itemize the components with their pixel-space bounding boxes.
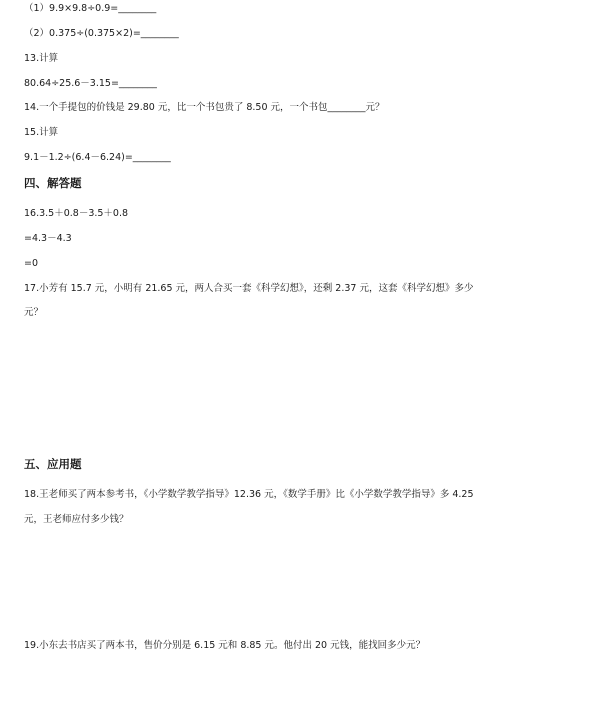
problem-15-title: 15.计算 <box>24 127 59 138</box>
problem-19: 19.小东去书店买了两本书，售价分别是 6.15 元和 8.85 元。他付出 20 元钱，能找回多少元？ <box>24 640 426 651</box>
problem-12-part-1: （1）9.9×9.8÷0.9=________ <box>24 3 157 14</box>
problem-16-line-2: =4.3－4.3 <box>24 233 72 244</box>
problem-16-line-3: =0 <box>24 258 39 269</box>
problem-18-line-1: 18.王老师买了两本参考书，《小学数学教学指导》12.36 元，《数学手册》比《小学数学教学指导》多 4.25 <box>24 489 474 500</box>
problem-18-line-2: 元，王老师应付多少钱？ <box>24 514 129 525</box>
section-4-heading: 四、解答题 <box>24 176 82 190</box>
problem-13-title: 13.计算 <box>24 53 59 64</box>
problem-16-line-1: 16.3.5＋0.8－3.5＋0.8 <box>24 208 129 219</box>
problem-17-line-1: 17.小芳有 15.7 元，小明有 21.65 元，两人合买一套《科学幻想》，还剩 2.37 元，这套《科学幻想》多少 <box>24 283 474 294</box>
section-5-heading: 五、应用题 <box>24 457 82 471</box>
problem-12-part-2: （2）0.375÷(0.375×2)=________ <box>24 28 179 39</box>
problem-13-expression: 80.64÷25.6－3.15=________ <box>24 78 157 89</box>
problem-14: 14.一个手提包的价钱是 29.80 元，比一个书包贵了 8.50 元，一个书包________元？ <box>24 102 385 113</box>
problem-17-line-2: 元？ <box>24 307 44 318</box>
problem-15-expression: 9.1－1.2÷(6.4－6.24)=________ <box>24 152 171 163</box>
